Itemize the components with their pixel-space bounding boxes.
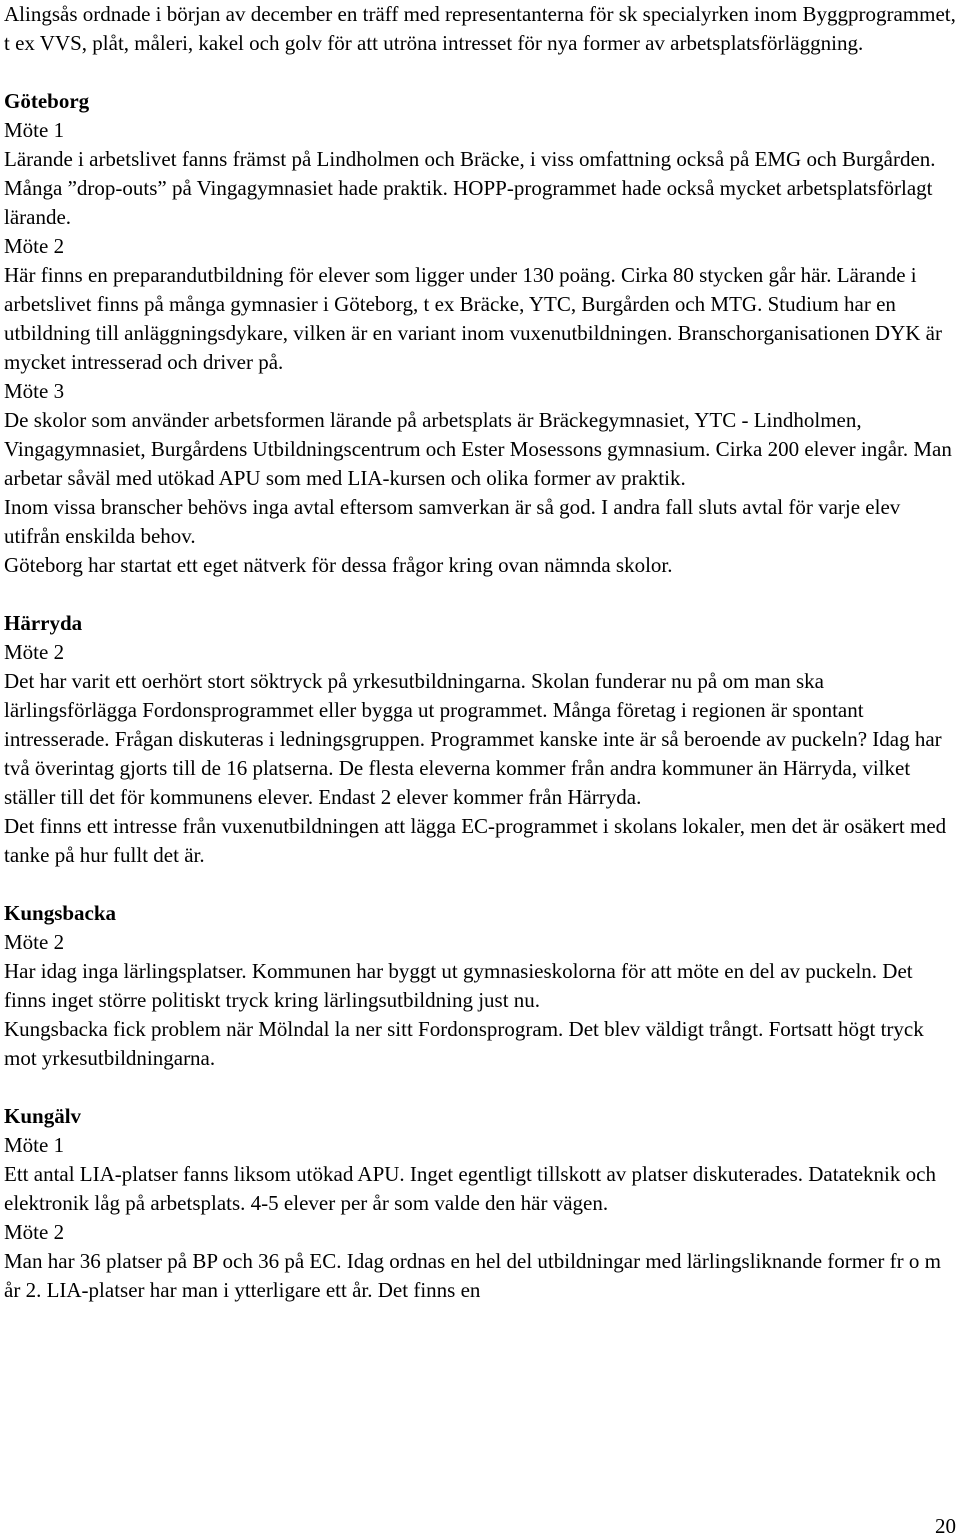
meeting-label: Möte 1 xyxy=(4,1133,65,1157)
paragraph: Man har 36 platser på BP och 36 på EC. Idag ordnas en hel del utbildningar med lärlingsliknande former fr o m år 2. LIA-platser har man i ytterligare ett år. Det finns en xyxy=(4,1249,941,1302)
heading-harryda: Härryda xyxy=(4,611,83,635)
section-gap xyxy=(4,1073,956,1102)
paragraph: Inom vissa branscher behövs inga avtal eftersom samverkan är så god. I andra fall sluts avtal för varje elev utifrån enskilda behov. xyxy=(4,495,901,548)
heading-kungalv: Kungälv xyxy=(4,1104,82,1128)
meeting-label: Möte 2 xyxy=(4,930,65,954)
meeting-label: Möte 2 xyxy=(4,1220,65,1244)
section-harryda xyxy=(4,609,956,870)
paragraph: Göteborg har startat ett eget nätverk för dessa frågor kring ovan nämnda skolor. xyxy=(4,553,673,577)
section-gap xyxy=(4,870,956,899)
section-gap xyxy=(4,580,956,609)
section-gap xyxy=(4,58,956,87)
paragraph: De skolor som använder arbetsformen lärande på arbetsplats är Bräckegymnasiet, YTC - Lindholmen, Vingagymnasiet, Burgårdens Utbildningscentrum och Ester Mosessons gymnasium. Cirka 200 elever ingår. Man arbetar såväl med utökad APU som med LIA-kursen och olika former av praktik. xyxy=(4,408,952,490)
page-number: 20 xyxy=(935,1514,956,1538)
section-goteborg xyxy=(4,87,956,580)
paragraph: Det har varit ett oerhört stort söktryck på yrkesutbildningarna. Skolan funderar nu på om man ska lärlingsförlägga Fordonsprogrammet eller bygga ut programmet. Många företag i regionen är spontant intresserade. Frågan diskuteras i ledningsgruppen. Programmet kanske inte är så beroende av puckeln? Idag har två överintag gjorts till de 16 platserna. De flesta eleverna kommer från andra kommuner än Härryda, vilket ställer till det för kommunens elever. Endast 2 elever kommer från Härryda. xyxy=(4,669,942,809)
paragraph: Kungsbacka fick problem när Mölndal la ner sitt Fordonsprogram. Det blev väldigt trångt. Fortsatt högt tryck mot yrkesutbildningarna. xyxy=(4,1017,924,1070)
meeting-label: Möte 2 xyxy=(4,640,65,664)
heading-kungsbacka: Kungsbacka xyxy=(4,901,117,925)
section-kungsbacka xyxy=(4,899,956,1073)
intro-paragraph: Alingsås ordnade i början av december en träff med representanterna för sk specialyrken inom Byggprogrammet, t ex VVS, plåt, måleri, kakel och golv för att utröna intresset för nya former av arbetsplatsförläggning. xyxy=(4,2,956,55)
document-page xyxy=(4,0,956,1305)
meeting-label: Möte 2 xyxy=(4,234,65,258)
paragraph: Ett antal LIA-platser fanns liksom utökad APU. Inget egentligt tillskott av platser diskuterades. Datateknik och elektronik låg på arbetsplats. 4-5 elever per år som valde den här vägen. xyxy=(4,1162,936,1215)
meeting-label: Möte 3 xyxy=(4,379,65,403)
heading-goteborg: Göteborg xyxy=(4,89,90,113)
paragraph: Har idag inga lärlingsplatser. Kommunen har byggt ut gymnasieskolorna för att möte en del av puckeln. Det finns inget större politiskt tryck kring lärlingsutbildning just nu. xyxy=(4,959,913,1012)
meeting-label: Möte 1 xyxy=(4,118,65,142)
paragraph: Det finns ett intresse från vuxenutbildningen att lägga EC-programmet i skolans lokaler, men det är osäkert med tanke på hur fullt det är. xyxy=(4,814,947,867)
paragraph: Lärande i arbetslivet fanns främst på Lindholmen och Bräcke, i viss omfattning också på EMG och Burgården. Många ”drop-outs” på Vingagymnasiet hade praktik. HOPP-programmet hade också mycket arbetsplatsförlagt lärande. xyxy=(4,147,936,229)
paragraph: Här finns en preparandutbildning för elever som ligger under 130 poäng. Cirka 80 stycken går här. Lärande i arbetslivet finns på många gymnasier i Göteborg, t ex Bräcke, YTC, Burgården och MTG. Studium har en utbildning till anläggningsdykare, vilken är en variant inom vuxenutbildningen. Branschorganisationen DYK är mycket intresserad och driver på. xyxy=(4,263,942,374)
section-kungalv xyxy=(4,1102,956,1305)
